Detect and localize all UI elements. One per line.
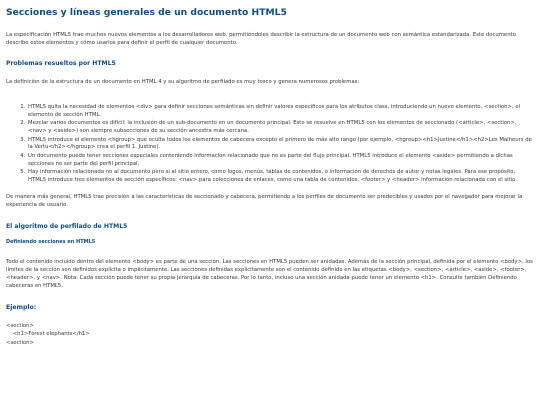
- defining-sections-heading: Definiendo secciones en HTML5: [6, 238, 96, 245]
- algorithm-heading: El algoritmo de perfilado de HTML5: [6, 222, 128, 230]
- list-item: 1. HTML5 quita la necesidad de elementos <div> para definir secciones semánticas sin definir valores específicos para los atributos class, introduciendo un nuevo elemento, <section>, el elemento de sección HTML.: [27, 104, 534, 120]
- code-line: <section>: [6, 339, 34, 346]
- code-example: [6, 322, 534, 348]
- example-label: Ejemplo:: [6, 303, 37, 311]
- list-item: 3. HTML5 introduce el elemento <hgroup> que oculta todos los elementos de cabecera excepto el primero de más alto rango (por ejemplo, <hgroup><h1>Justine</h1><h2>Les Malheurs de la Vertu</h2></hgroup> crea el perfil 1. Justine).: [27, 137, 534, 153]
- algorithm-paragraph: Todo el contenido incluido dentro del elemento <body> es parte de una sección. Las secciones en HTML5 pueden ser anidadas. Además de la sección principal, definida por el elemento <body>, los límites de la sección son definidos explícita o implícitamente. Las secciones definidas explícitamente son el contenido definido en las etiquetas <body>, <section>, <article>, <aside>, <footer>, <header>, y <nav>. Nota: Cada sección puede tener su propia jerarquía de cabeceras. Por lo tanto, incluso una sección anidada puede tener un elemento <h1>. Consulte también Definiendo cabeceras en HTML5.: [6, 258, 533, 289]
- list-item: 2. Mezclar varios documentos es difícil: la inclusión de un sub-documento en un documento principal. Esto se resuelve en HTML5 con los elementos de seccionado (<article>, <section>, <nav> y <aside>) son siempre subsecciones de su sección ancestra más cercana.: [27, 120, 534, 136]
- code-line: <section>: [6, 322, 34, 329]
- list-item: 5. Hay información relacionada no al documento pero si al sitio entero, como logos, menús, tablas de contenidos, o información de derechos de autor y notas legales. Para ese propósito, HTML5 introduce tres elementos de sección específicos: <nav> para colecciones de enlaces, como una tabla de contenidos, <footer> y <header> información relacionada con el sitio.: [27, 169, 534, 185]
- page-title: Secciones y líneas generales de un documento HTML5: [6, 7, 287, 18]
- problems-heading: Problemas resueltos por HTML5: [6, 59, 116, 67]
- list-item: 4. Un documento puede tener secciones especiales conteniendo información relacionado que no es parte del flujo principal. HTML5 introduce el elemento <aside> permitiendo a dichas secciones no ser parte del perfil principal.: [27, 153, 534, 169]
- code-line: <h1>Forest elephants</h1>: [6, 331, 90, 338]
- intro-paragraph: La especificación HTML5 trae muchos nuevos elementos a los desarrolladores web, permitiéndoles describir la estructura de un documento web con semántica estandarizada. Este documento describe estos elementos y cómo usarlos para definir el perfil de cualquier documento.: [6, 32, 516, 46]
- problems-lead-paragraph: La definición de la estructura de un documento en HTML 4 y su algoritmo de perfilado es muy tosco y genera numerosos problemas:: [6, 78, 360, 85]
- summary-paragraph: De manera más general, HTML5 trae precisión a las características de seccionado y cabecera, permitiendo a los perfiles de documento ser predecibles y usados por el navegador para mejorar la experiencia de usuario.: [6, 194, 523, 209]
- problems-list: [6, 104, 534, 185]
